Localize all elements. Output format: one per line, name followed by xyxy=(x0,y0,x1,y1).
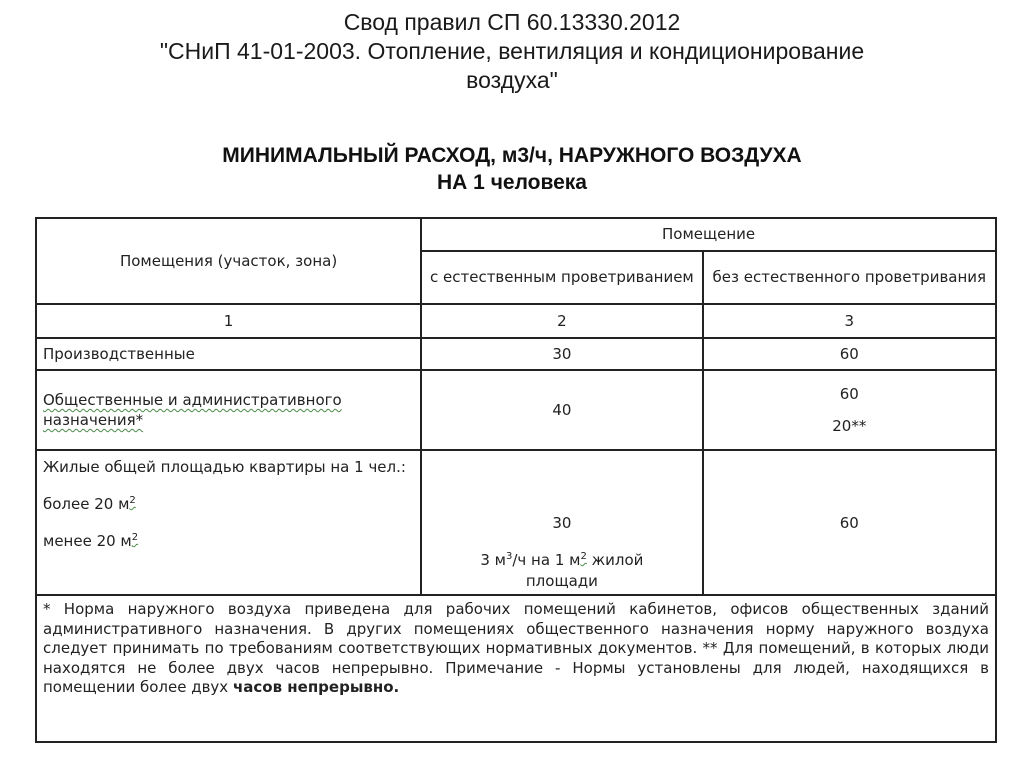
row-sub-less-20: менее 20 $м^2$ xyxy=(43,532,139,550)
value-production-natural: 30 xyxy=(421,338,702,370)
table-title xyxy=(0,142,1024,196)
document-header xyxy=(0,8,1024,95)
table-row xyxy=(36,338,996,370)
air-norms-table xyxy=(35,217,997,743)
value-residential-natural-3: площади xyxy=(525,572,598,590)
col-header-group: Помещение xyxy=(421,218,996,251)
value-residential-natural-1: 30 xyxy=(552,514,572,532)
row-label-production: Производственные xyxy=(36,338,421,370)
title-line-1: Свод правил СП 60.13330.2012 xyxy=(343,9,681,35)
col-number-3: 3 xyxy=(703,304,996,338)
value-production-no-natural: 60 xyxy=(703,338,996,370)
table-title-line-2: НА 1 человека xyxy=(437,171,587,194)
row-label-public: Общественные и административного назначения* xyxy=(43,391,342,429)
row-sub-more-20: более 20 $м^2$ xyxy=(43,495,136,513)
value-public-no-natural-2: 20** xyxy=(832,417,867,435)
value-public-no-natural-1: 60 xyxy=(839,385,859,403)
footnote-emphasis: часов непрерывно. xyxy=(232,678,400,696)
table-row xyxy=(36,370,996,450)
footnote-text: * Норма наружного воздуха приведена для рабочих помещений кабинетов, офисов общественных зданий административного назначения. В других помещениях общественного назначения норму наружного воздуха следует принимать по требованиям соответствующих нормативных документов. ** Для помещений, в которых люди находятся не более двух часов непрерывно. Примечание - Нормы установлены для людей, находящихся в помещении более двух xyxy=(43,600,989,696)
title-line-3: воздуха" xyxy=(466,67,558,93)
value-residential-natural-2: 3 $м^3/ч$ на 1 $м^2$ жилой xyxy=(480,551,644,569)
value-residential-no-natural: 60 xyxy=(703,450,996,595)
col-header-natural: с естественным проветриванием xyxy=(421,251,702,304)
table-footnote xyxy=(36,595,996,742)
table-row xyxy=(36,450,996,595)
title-line-2: "СНиП 41-01-2003. Отопление, вентиляция и кондиционирование xyxy=(159,38,865,64)
value-public-natural: 40 xyxy=(421,370,702,450)
table-title-line-1: МИНИМАЛЬНЫЙ РАСХОД, м3/ч, НАРУЖНОГО ВОЗДУХА xyxy=(222,144,802,167)
col-number-2: 2 xyxy=(421,304,702,338)
col-number-1: 1 xyxy=(36,304,421,338)
col-header-premises: Помещения (участок, зона) xyxy=(36,218,421,304)
col-header-no-natural: без естественного проветривания xyxy=(703,251,996,304)
row-label-residential: Жилые общей площадью квартиры на 1 чел.: xyxy=(43,458,406,476)
